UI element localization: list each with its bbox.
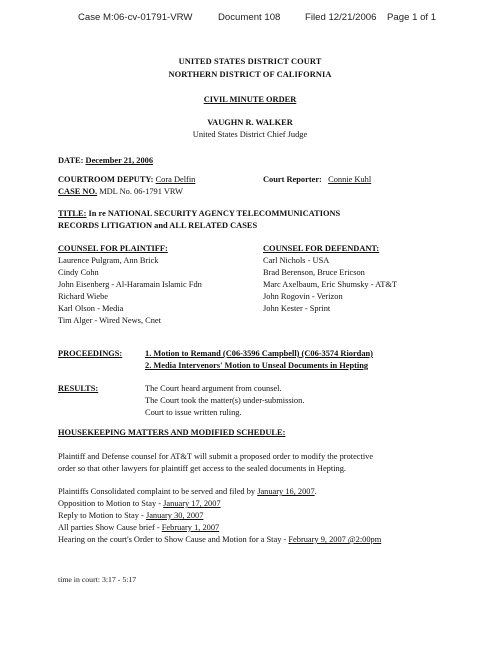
court-reporter-label: Court Reporter:	[263, 175, 322, 184]
case-title-line1	[58, 208, 340, 220]
counsel-defendant-name: Marc Axelbaum, Eric Shumsky - AT&T	[263, 280, 397, 289]
schedule-list	[58, 486, 381, 546]
case-title-text-1: In re NATIONAL SECURITY AGENCY TELECOMMUNICATIONS	[88, 209, 341, 218]
courtroom-deputy-label: COURTROOM DEPUTY:	[58, 175, 154, 184]
court-reporter-row	[263, 174, 371, 186]
schedule-item-text: Opposition to Motion to Stay -	[58, 499, 164, 508]
proceedings-item-2: 2. Media Intervenors' Motion to Unseal Documents in Hepting	[145, 361, 369, 370]
housekeeping-paragraph-line1: Plaintiff and Defense counsel for AT&T will submit a proposed order to modify the protective	[58, 452, 374, 461]
counsel-defendant-name: John Kester - Sprint	[263, 304, 331, 313]
order-title: CIVIL MINUTE ORDER	[203, 95, 297, 104]
case-title-label: TITLE:	[58, 209, 87, 218]
courtroom-deputy-value: Cora Delfin	[155, 175, 196, 184]
counsel-plaintiff-name: Richard Wiebe	[58, 292, 108, 301]
schedule-item	[58, 510, 381, 522]
results-line: The Court took the matter(s) under-submission.	[145, 396, 305, 405]
counsel-plaintiff-name: Tim Alger - Wired News, Cnet	[58, 316, 161, 325]
counsel-plaintiff-heading: COUNSEL FOR PLAINTIFF:	[58, 244, 168, 253]
counsel-defendant-name: John Rogovin - Verizon	[263, 292, 343, 301]
counsel-plaintiff-name: Laurence Pulgram, Ann Brick	[58, 256, 159, 265]
results-label: RESULTS:	[58, 384, 99, 393]
schedule-item-text: Hearing on the court's Order to Show Cause and Motion for a Stay -	[58, 535, 289, 544]
schedule-item-date: January 17, 2007	[163, 499, 221, 508]
judge-name: VAUGHN R. WALKER	[207, 118, 293, 127]
counsel-plaintiff-name: Karl Olson - Media	[58, 304, 124, 313]
counsel-plaintiff-list	[58, 255, 202, 327]
case-title-line2: RECORDS LITIGATION and ALL RELATED CASES	[58, 221, 258, 230]
schedule-item-suffix: .	[314, 487, 317, 496]
results-list	[145, 383, 304, 419]
schedule-item-text: Plaintiffs Consolidated complaint to be served and filed by	[58, 487, 258, 496]
results-line: Court to issue written ruling.	[145, 408, 242, 417]
court-name-line1: UNITED STATES DISTRICT COURT	[178, 57, 322, 66]
date-value: December 21, 2006	[85, 156, 154, 165]
date-label: DATE:	[58, 156, 84, 165]
schedule-item-date: February 1, 2007	[161, 523, 220, 532]
schedule-item	[58, 498, 381, 510]
judge-title: United States District Chief Judge	[192, 130, 308, 139]
housekeeping-paragraph-line2: order so that other lawyers for plaintiff get access to the sealed documents in Hepting.	[58, 464, 346, 473]
courtroom-deputy-row	[58, 174, 195, 186]
schedule-item-text: All parties Show Cause brief -	[58, 523, 162, 532]
header-case-number: Case M:06-cv-01791-VRW	[78, 12, 193, 23]
proceedings-item-1: 1. Motion to Remand (C06-3596 Campbell) (C06-3574 Riordan)	[145, 349, 373, 358]
case-number-value: MDL No. 06-1791 VRW	[99, 187, 183, 196]
schedule-item	[58, 534, 381, 546]
results-line: The Court heard argument from counsel.	[145, 384, 282, 393]
case-number-label: CASE NO.	[58, 187, 98, 196]
schedule-item-text: Reply to Motion to Stay -	[58, 511, 146, 520]
schedule-item	[58, 486, 381, 498]
counsel-defendant-name: Carl Nichols - USA	[263, 256, 330, 265]
time-in-court: time in court: 3:17 - 5:17	[58, 575, 137, 584]
counsel-defendant-heading: COUNSEL FOR DEFENDANT:	[263, 244, 380, 253]
header-document-number: Document 108	[218, 12, 281, 23]
schedule-item-date: February 9, 2007 @2:00pm	[288, 535, 382, 544]
court-name-line2: NORTHERN DISTRICT OF CALIFORNIA	[168, 70, 332, 79]
schedule-item	[58, 522, 381, 534]
proceedings-label: PROCEEDINGS:	[58, 349, 123, 358]
date-row	[58, 155, 153, 167]
schedule-item-date: January 16, 2007	[257, 487, 315, 496]
case-number-row	[58, 186, 183, 198]
header-filed-date: Filed 12/21/2006	[305, 12, 377, 23]
housekeeping-heading: HOUSEKEEPING MATTERS AND MODIFIED SCHEDULE:	[58, 428, 286, 437]
counsel-defendant-list	[263, 255, 397, 315]
counsel-plaintiff-name: John Eisenberg - Al-Haramain Islamic Fdn	[58, 280, 202, 289]
counsel-plaintiff-name: Cindy Cohn	[58, 268, 99, 277]
court-reporter-value: Connie Kuhl	[328, 175, 372, 184]
schedule-item-date: January 30, 2007	[145, 511, 204, 520]
header-page-number: Page 1 of 1	[387, 12, 437, 23]
counsel-defendant-name: Brad Berenson, Bruce Ericson	[263, 268, 365, 277]
